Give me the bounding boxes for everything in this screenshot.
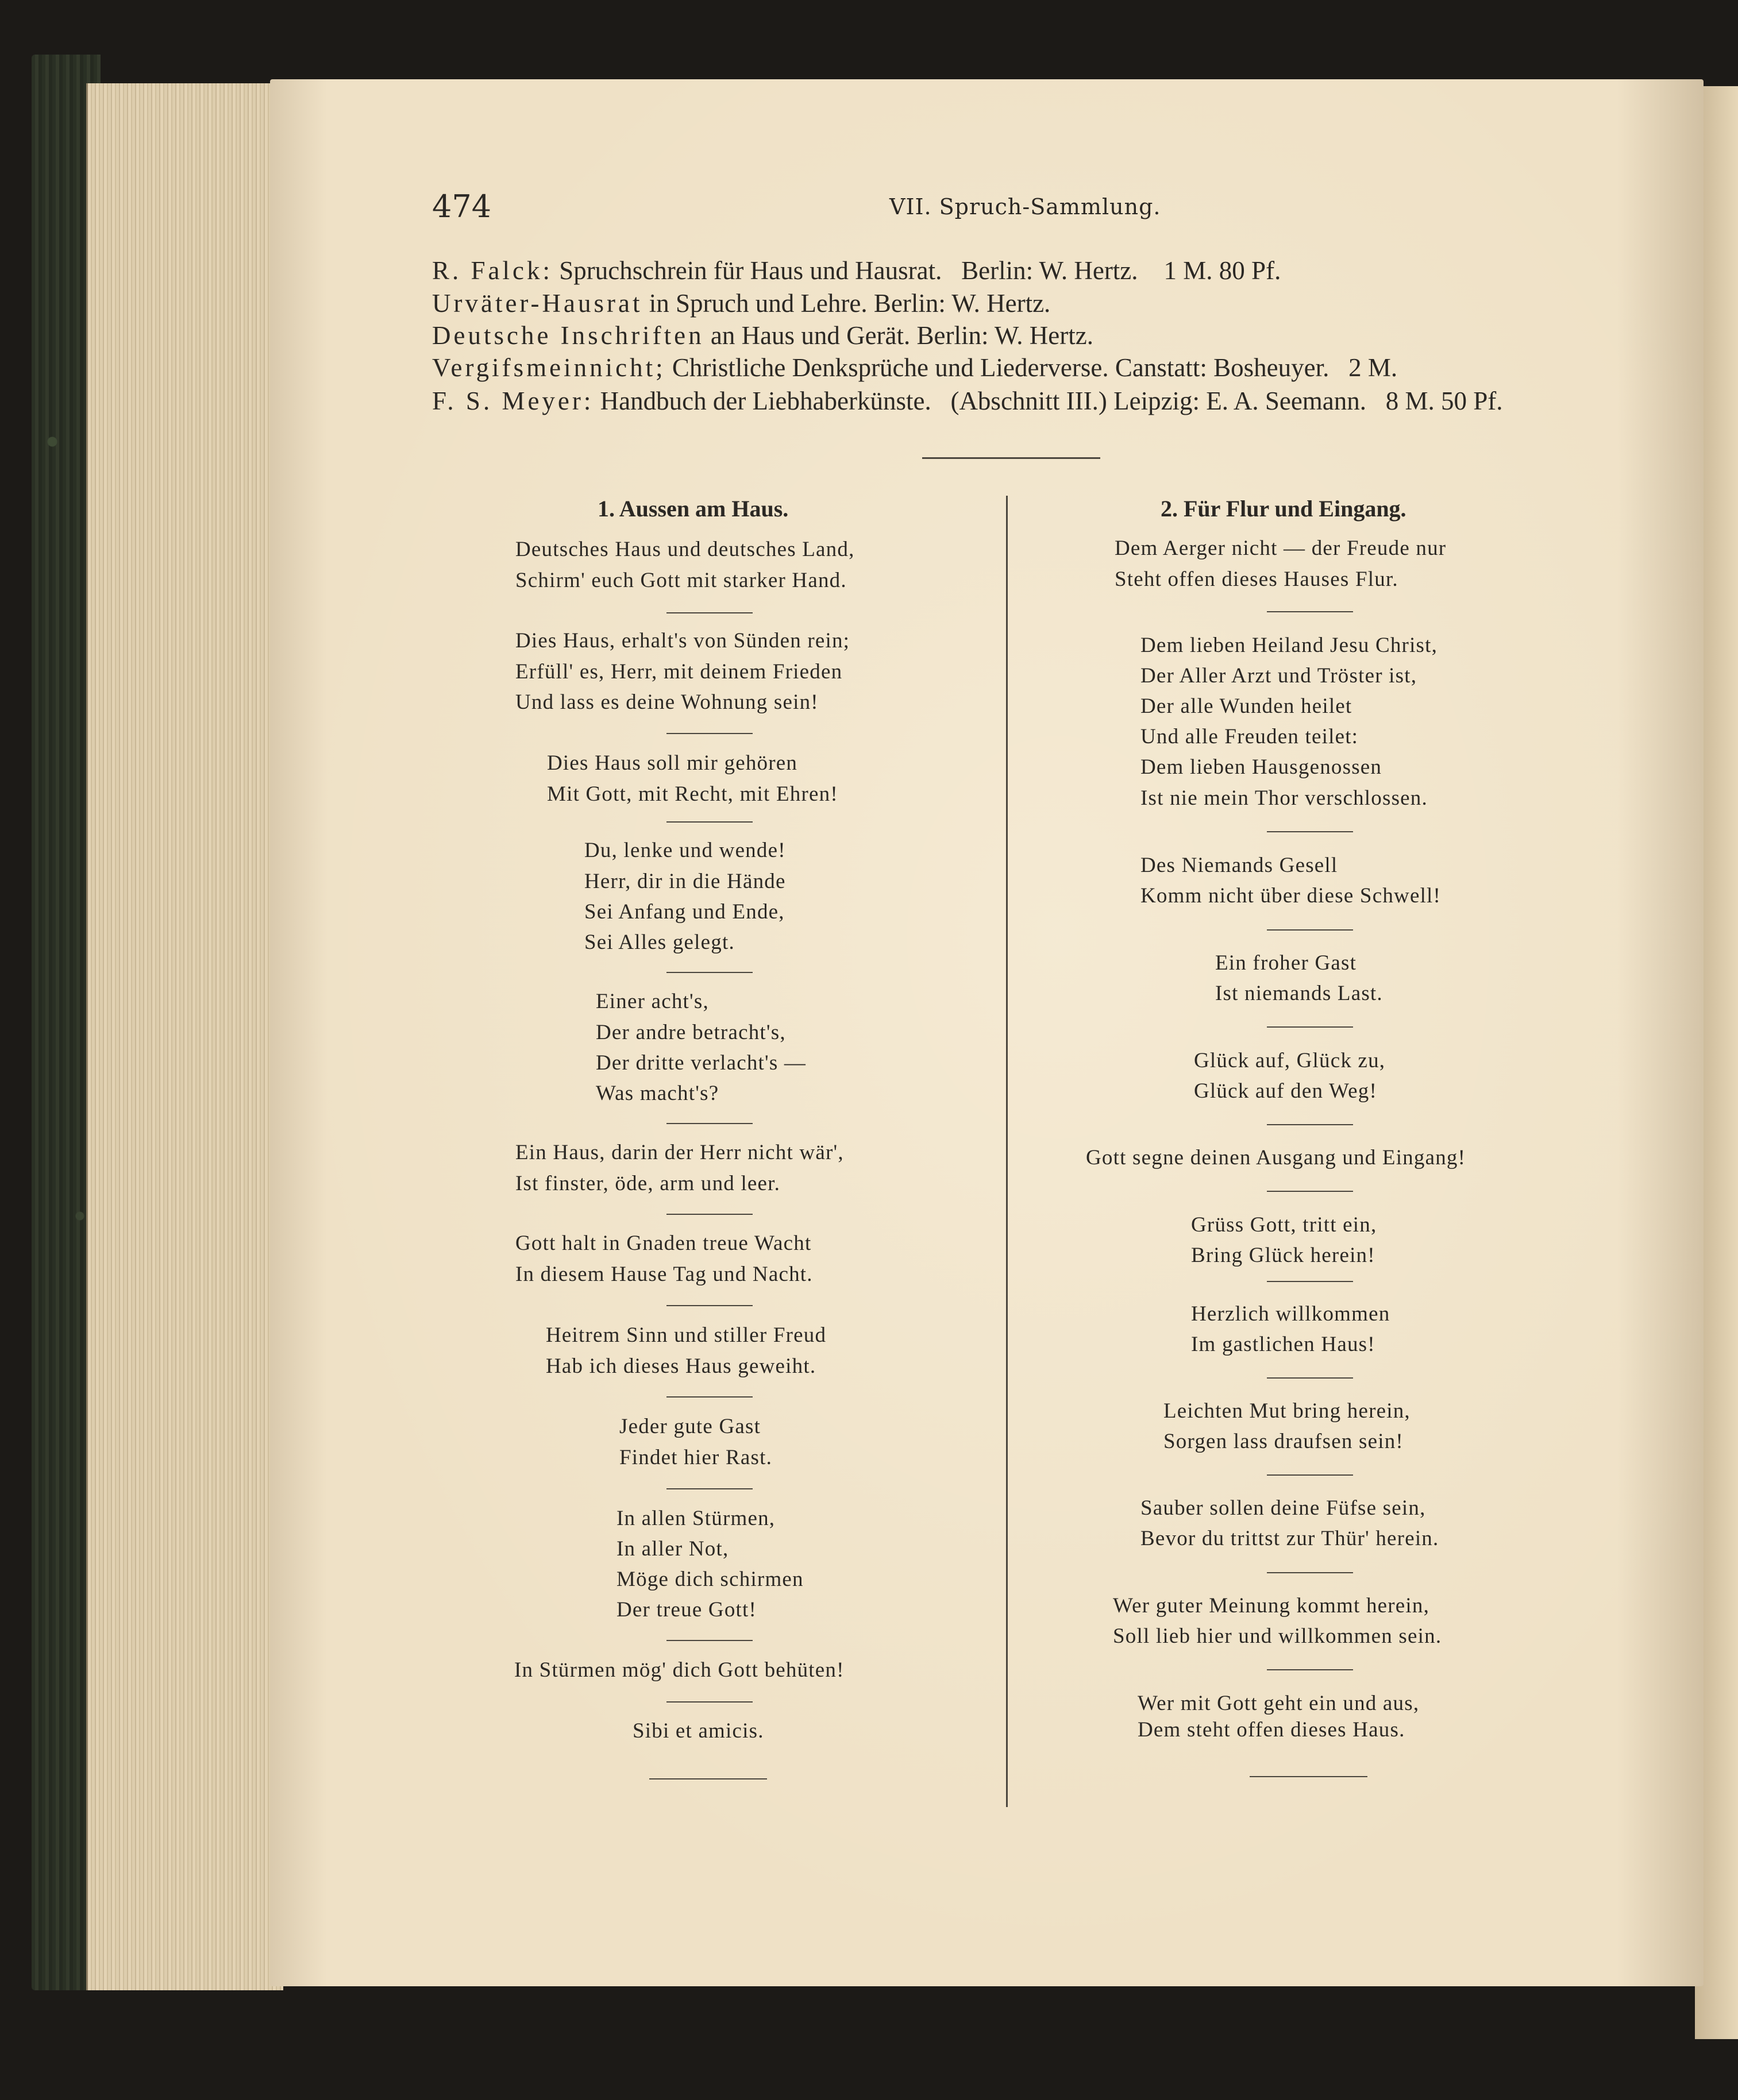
verse-separator (666, 972, 753, 973)
verse-line: Der treue Gott! (616, 1598, 757, 1622)
verse-line: Grüss Gott, tritt ein, (1191, 1213, 1377, 1237)
verse-line: Dies Haus, erhalt's von Sünden rein; (515, 629, 850, 653)
verse-separator (666, 733, 753, 734)
bibliography-entry: Vergifsmeinnicht; Christliche Denksprüche und Liederverse. Canstatt: Bosheuyer. 2 M. (432, 353, 1398, 382)
verse-line: Der dritte verlacht's — (596, 1051, 807, 1075)
verse-line: Und lass es deine Wohnung sein! (515, 690, 819, 714)
verse-line: Wer guter Meinung kommt herein, (1113, 1594, 1430, 1618)
column-end-rule (1250, 1776, 1367, 1777)
verse-line: Ein froher Gast (1215, 951, 1357, 975)
verse-line: Sorgen lass draufsen sein! (1163, 1430, 1404, 1453)
verse-line: Dem lieben Hausgenossen (1140, 755, 1382, 779)
verse-line: Dem lieben Heiland Jesu Christ, (1140, 634, 1438, 657)
verse-line: Hab ich dieses Haus geweiht. (546, 1354, 816, 1378)
running-head: VII. Spruch-Sammlung. (889, 194, 1161, 219)
verse-separator (666, 1640, 753, 1641)
verse-separator (1267, 611, 1353, 612)
bibliography-entry: R. Falck: Spruchschrein für Haus und Hausrat. Berlin: W. Hertz. 1 M. 80 Pf. (432, 256, 1281, 285)
verse-line: In Stürmen mög' dich Gott behüten! (514, 1658, 845, 1682)
verse-line: Mit Gott, mit Recht, mit Ehren! (547, 782, 838, 806)
verse-line: Steht offen dieses Hauses Flur. (1115, 568, 1398, 591)
verse-line: Der andre betracht's, (596, 1021, 786, 1044)
verse-line: Dem steht offen dieses Haus. (1138, 1718, 1405, 1742)
verse-line: Heitrem Sinn und stiller Freud (546, 1323, 827, 1347)
verse-line: Bring Glück herein! (1191, 1244, 1375, 1267)
verse-separator (666, 1214, 753, 1215)
verse-line: Glück auf, Glück zu, (1194, 1049, 1386, 1072)
verse-line: Sei Anfang und Ende, (584, 900, 785, 924)
right-column-heading: 2. Für Flur und Eingang. (1161, 496, 1406, 522)
section-rule (922, 457, 1100, 459)
verse-separator (666, 1396, 753, 1398)
verse-line: Ein Haus, darin der Herr nicht wär', (515, 1141, 844, 1164)
verse-line: Möge dich schirmen (616, 1568, 804, 1591)
verse-line: Und alle Freuden teilet: (1140, 725, 1359, 748)
verse-line: In diesem Hause Tag und Nacht. (515, 1263, 813, 1286)
verse-line: Was macht's? (596, 1082, 719, 1105)
verse-line: Dies Haus soll mir gehören (547, 751, 798, 775)
verse-line: Ist nie mein Thor verschlossen. (1140, 786, 1428, 810)
verse-line: Glück auf den Weg! (1194, 1079, 1377, 1103)
verse-line: In aller Not, (616, 1537, 729, 1561)
verse-line: Herzlich willkommen (1191, 1302, 1390, 1326)
bibliography-entry: Urväter-Hausrat in Spruch und Lehre. Berlin: W. Hertz. (432, 289, 1051, 318)
verse-line: Erfüll' es, Herr, mit deinem Frieden (515, 660, 843, 684)
verse-separator (1267, 1191, 1353, 1192)
page-number: 474 (432, 188, 492, 225)
verse-line: Wer mit Gott geht ein und aus, (1138, 1692, 1420, 1715)
verse-line: Gott halt in Gnaden treue Wacht (515, 1232, 812, 1255)
verse-line: Jeder gute Gast (619, 1415, 761, 1438)
bibliography-entry: F. S. Meyer: Handbuch der Liebhaberkünste. (Abschnitt III.) Leipzig: E. A. Seemann. 8 M. 50 Pf. (432, 387, 1503, 415)
verse-line: Der alle Wunden heilet (1140, 694, 1352, 718)
bibliography-entry: Deutsche Inschriften an Haus und Gerät. Berlin: W. Hertz. (432, 321, 1093, 350)
verse-separator (1267, 1377, 1353, 1379)
page-edges (86, 83, 283, 1990)
verse-line: Des Niemands Gesell (1140, 854, 1338, 877)
verse-separator (1267, 1474, 1353, 1476)
verse-line: Gott segne deinen Ausgang und Eingang! (1086, 1146, 1466, 1169)
verse-line: Deutsches Haus und deutsches Land, (515, 538, 855, 561)
verse-separator (1267, 1026, 1353, 1028)
verse-line: Der Aller Arzt und Tröster ist, (1140, 664, 1417, 688)
verse-line: Ist finster, öde, arm und leer. (515, 1172, 781, 1195)
verse-separator (666, 612, 753, 613)
verse-separator (666, 1305, 753, 1306)
verse-line: Soll lieb hier und willkommen sein. (1113, 1624, 1442, 1648)
verse-line: Sauber sollen deine Füfse sein, (1140, 1496, 1426, 1520)
verse-separator (1267, 1281, 1353, 1282)
verse-line: Schirm' euch Gott mit starker Hand. (515, 569, 847, 592)
verse-separator (1267, 1572, 1353, 1573)
column-divider (1006, 496, 1008, 1807)
verse-line: Du, lenke und wende! (584, 839, 786, 862)
verse-line: Komm nicht über diese Schwell! (1140, 884, 1442, 908)
verse-line: Im gastlichen Haus! (1191, 1333, 1375, 1356)
verse-line: Ist niemands Last. (1215, 982, 1383, 1005)
verse-separator (666, 1123, 753, 1124)
verse-separator (1267, 929, 1353, 931)
verse-separator (1267, 831, 1353, 832)
verse-line: Sibi et amicis. (633, 1719, 764, 1743)
verse-line: Herr, dir in die Hände (584, 870, 786, 893)
column-end-rule (649, 1778, 767, 1779)
verse-line: Dem Aerger nicht — der Freude nur (1115, 536, 1447, 560)
verse-line: Sei Alles gelegt. (584, 931, 735, 954)
left-column-heading: 1. Aussen am Haus. (598, 496, 789, 522)
verse-line: Leichten Mut bring herein, (1163, 1399, 1411, 1423)
verse-line: Findet hier Rast. (619, 1446, 773, 1469)
verse-separator (666, 1488, 753, 1489)
verse-separator (1267, 1124, 1353, 1125)
verse-separator (666, 1701, 753, 1703)
verse-separator (666, 821, 753, 823)
verse-line: Einer acht's, (596, 990, 709, 1013)
verse-separator (1267, 1669, 1353, 1670)
verse-line: Bevor du trittst zur Thür' herein. (1140, 1527, 1439, 1550)
verse-line: In allen Stürmen, (616, 1507, 776, 1530)
